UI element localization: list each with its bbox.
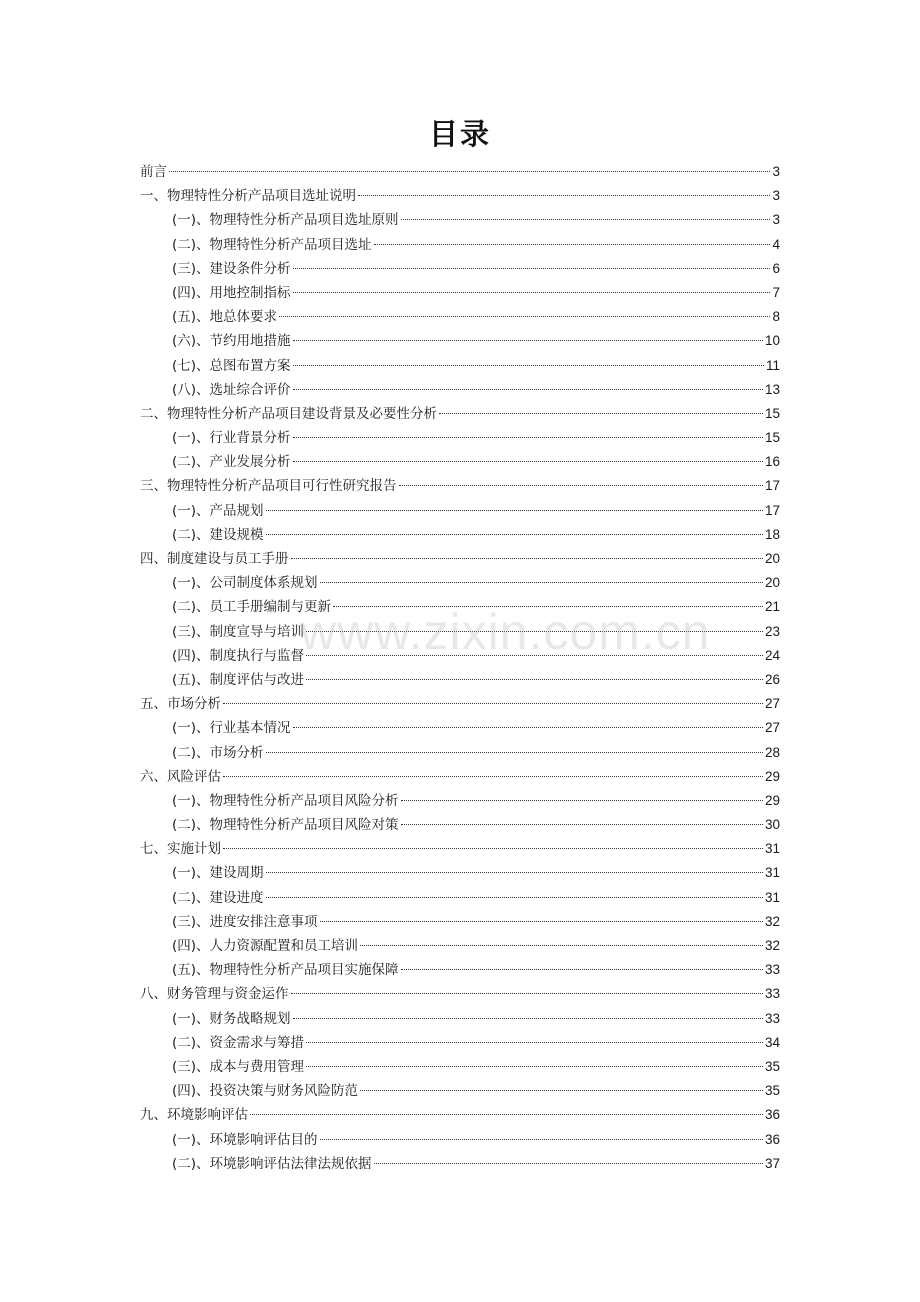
toc-subentry[interactable] [140,1031,780,1055]
toc-page-number: 10 [764,333,780,349]
toc-page-number: 6 [772,260,780,276]
toc-page-number: 34 [764,1034,780,1050]
toc-entry-label: (三)、建设条件分析 [172,260,291,277]
toc-dot-leader [250,1114,763,1115]
toc-entry-label: (四)、用地控制指标 [172,284,291,301]
toc-page-number: 28 [764,744,780,760]
toc-subentry[interactable] [140,571,780,595]
toc-entry[interactable] [140,765,780,789]
toc-entry-label: (二)、资金需求与筹措 [172,1034,305,1051]
toc-page-number: 29 [764,768,780,784]
toc-page-number: 4 [772,236,780,252]
toc-dot-leader [439,413,763,414]
toc-subentry[interactable] [140,1055,780,1079]
toc-page-number: 15 [764,430,780,446]
toc-dot-leader [223,776,763,777]
toc-page-number: 15 [764,405,780,421]
toc-dot-leader [399,485,763,486]
toc-entry[interactable] [140,982,780,1006]
toc-subentry[interactable] [140,910,780,934]
toc-subentry[interactable] [140,257,780,281]
toc-entry-label: (三)、进度安排注意事项 [172,913,318,930]
toc-entry-label: (二)、物理特性分析产品项目选址 [172,236,372,253]
toc-page-number: 30 [764,817,780,833]
toc-page-number: 7 [772,284,780,300]
toc-subentry[interactable] [140,958,780,982]
toc-subentry[interactable] [140,1128,780,1152]
toc-page-number: 3 [772,164,780,179]
toc-entry-label: (五)、物理特性分析产品项目实施保障 [172,962,399,979]
toc-entry-label: (一)、行业基本情况 [172,720,291,737]
toc-entry-label: 五、市场分析 [140,696,221,713]
toc-dot-leader [358,195,770,196]
toc-page-number: 16 [764,454,780,470]
toc-entry-label: (三)、制度宣导与培训 [172,623,305,640]
toc-page-number: 31 [764,841,780,857]
toc-dot-leader [293,437,763,438]
toc-subentry[interactable] [140,450,780,474]
toc-dot-leader [293,268,771,269]
toc-page-number: 27 [764,696,780,712]
toc-page-number: 24 [764,647,780,663]
toc-entry-label: (六)、节约用地措施 [172,333,291,350]
toc-page-number: 31 [764,889,780,905]
toc-subentry[interactable] [140,741,780,765]
toc-subentry[interactable] [140,305,780,329]
toc-entry[interactable] [140,692,780,716]
toc-entry-label: (五)、制度评估与改进 [172,671,305,688]
toc-page-number: 20 [764,551,780,566]
toc-dot-leader [374,244,771,245]
table-of-contents [140,160,780,1176]
toc-subentry[interactable] [140,789,780,813]
toc-page-number: 36 [764,1131,780,1147]
toc-dot-leader [401,824,763,825]
watermark: www.zixin.com.cn [300,604,711,660]
toc-dot-leader [293,389,763,390]
toc-page-number: 31 [764,865,780,881]
toc-dot-leader [266,510,763,511]
toc-page-number: 36 [764,1107,780,1123]
toc-entry-label: 九、环境影响评估 [140,1107,248,1124]
toc-page-number: 32 [764,938,780,953]
toc-dot-leader [401,800,763,801]
toc-page-number: 3 [772,188,780,204]
toc-subentry[interactable] [140,354,780,378]
toc-page-number: 33 [764,1010,780,1026]
toc-entry-label: (二)、建设进度 [172,889,264,906]
toc-entry-label: (二)、产业发展分析 [172,454,291,471]
toc-dot-leader [320,921,763,922]
toc-dot-leader [169,171,770,172]
toc-dot-leader [223,703,763,704]
toc-page-number: 17 [764,478,780,494]
toc-entry-label: (一)、产品规划 [172,502,264,519]
toc-subentry[interactable] [140,233,780,257]
toc-entry-label: (三)、成本与费用管理 [172,1058,305,1075]
toc-dot-leader [266,752,763,753]
toc-subentry[interactable] [140,329,780,353]
toc-page-number: 29 [764,792,780,808]
toc-dot-leader [293,365,764,366]
toc-dot-leader [293,292,771,293]
toc-page-number: 17 [764,502,780,518]
toc-entry-label: (四)、人力资源配置和员工培训 [172,938,359,954]
toc-dot-leader [266,534,763,535]
toc-page-number: 11 [765,357,780,373]
toc-page-number: 20 [764,575,780,591]
toc-subentry[interactable] [140,668,780,692]
toc-entry-label: (二)、员工手册编制与更新 [172,599,332,616]
toc-entry-label: (一)、建设周期 [172,865,264,882]
toc-entry-label: 前言 [140,164,167,180]
toc-entry-label: 六、风险评估 [140,768,221,785]
toc-entry-label: (一)、公司制度体系规划 [172,575,318,592]
toc-entry-label: (四)、制度执行与监督 [172,647,305,664]
toc-subentry[interactable] [140,208,780,232]
toc-subentry[interactable] [140,1152,780,1176]
toc-dot-leader [266,872,763,873]
toc-entry-label: (一)、物理特性分析产品项目选址原则 [172,212,399,229]
toc-entry[interactable] [140,474,780,498]
toc-entry-label: (二)、市场分析 [172,744,264,761]
toc-entry[interactable] [140,184,780,208]
toc-page-number: 37 [764,1155,780,1171]
toc-dot-leader [306,1066,763,1067]
toc-dot-leader [401,219,771,220]
toc-entry-label: (二)、物理特性分析产品项目风险对策 [172,817,399,834]
toc-dot-leader [293,727,763,728]
toc-dot-leader [360,945,763,946]
toc-page-number: 33 [764,986,780,1002]
toc-entry[interactable] [140,160,780,184]
toc-entry-label: 四、制度建设与员工手册 [140,551,289,567]
toc-page-number: 27 [764,720,780,736]
toc-entry-label: (五)、地总体要求 [172,309,278,326]
toc-subentry[interactable] [140,716,780,740]
toc-page-number: 35 [764,1058,780,1074]
toc-entry[interactable] [140,837,780,861]
toc-entry-label: (四)、投资决策与财务风险防范 [172,1083,359,1100]
toc-entry[interactable] [140,1103,780,1127]
toc-dot-leader [374,1163,763,1164]
toc-dot-leader [291,993,763,994]
toc-dot-leader [279,316,770,317]
toc-entry-label: (一)、行业背景分析 [172,430,291,447]
page-title: 目录 [428,117,491,151]
toc-subentry[interactable] [140,499,780,523]
toc-subentry[interactable] [140,281,780,305]
toc-subentry[interactable] [140,1079,780,1103]
toc-dot-leader [306,1042,763,1043]
toc-subentry[interactable] [140,426,780,450]
toc-dot-leader [320,582,763,583]
toc-entry-label: (一)、环境影响评估目的 [172,1131,318,1148]
toc-subentry[interactable] [140,886,780,910]
toc-page-number: 3 [772,212,780,228]
toc-entry-label: (八)、选址综合评价 [172,381,291,398]
toc-page-number: 23 [764,623,780,639]
toc-dot-leader [293,340,763,341]
toc-entry-label: 二、物理特性分析产品项目建设背景及必要性分析 [140,405,437,422]
toc-page-number: 18 [764,526,780,542]
toc-dot-leader [293,1018,763,1019]
toc-entry-label: (七)、总图布置方案 [172,357,291,374]
toc-entry-label: 三、物理特性分析产品项目可行性研究报告 [140,478,397,495]
toc-entry-label: (二)、环境影响评估法律法规依据 [172,1155,372,1172]
toc-subentry[interactable] [140,861,780,885]
toc-dot-leader [223,848,763,849]
toc-page-number: 33 [764,962,780,978]
toc-entry-label: 八、财务管理与资金运作 [140,986,289,1003]
toc-page-number: 32 [764,913,780,929]
toc-page-number: 13 [764,381,780,397]
toc-dot-leader [291,558,763,559]
toc-entry-label: (一)、物理特性分析产品项目风险分析 [172,792,399,809]
toc-subentry[interactable] [140,523,780,547]
toc-dot-leader [401,969,763,970]
toc-entry-label: 一、物理特性分析产品项目选址说明 [140,188,356,205]
toc-entry[interactable] [140,402,780,426]
toc-page-number: 8 [772,309,780,325]
toc-dot-leader [320,1139,763,1140]
toc-entry[interactable] [140,547,780,571]
toc-dot-leader [293,461,763,462]
toc-page-number: 26 [764,671,780,687]
toc-entry-label: (二)、建设规模 [172,526,264,543]
toc-subentry[interactable] [140,934,780,958]
toc-entry-label: (一)、财务战略规划 [172,1010,291,1027]
toc-subentry[interactable] [140,813,780,837]
toc-dot-leader [360,1090,763,1091]
toc-page-number: 21 [764,599,780,615]
toc-dot-leader [306,679,763,680]
toc-page-number: 35 [764,1083,780,1099]
toc-subentry[interactable] [140,1007,780,1031]
toc-dot-leader [266,897,763,898]
toc-subentry[interactable] [140,378,780,402]
toc-entry-label: 七、实施计划 [140,841,221,858]
